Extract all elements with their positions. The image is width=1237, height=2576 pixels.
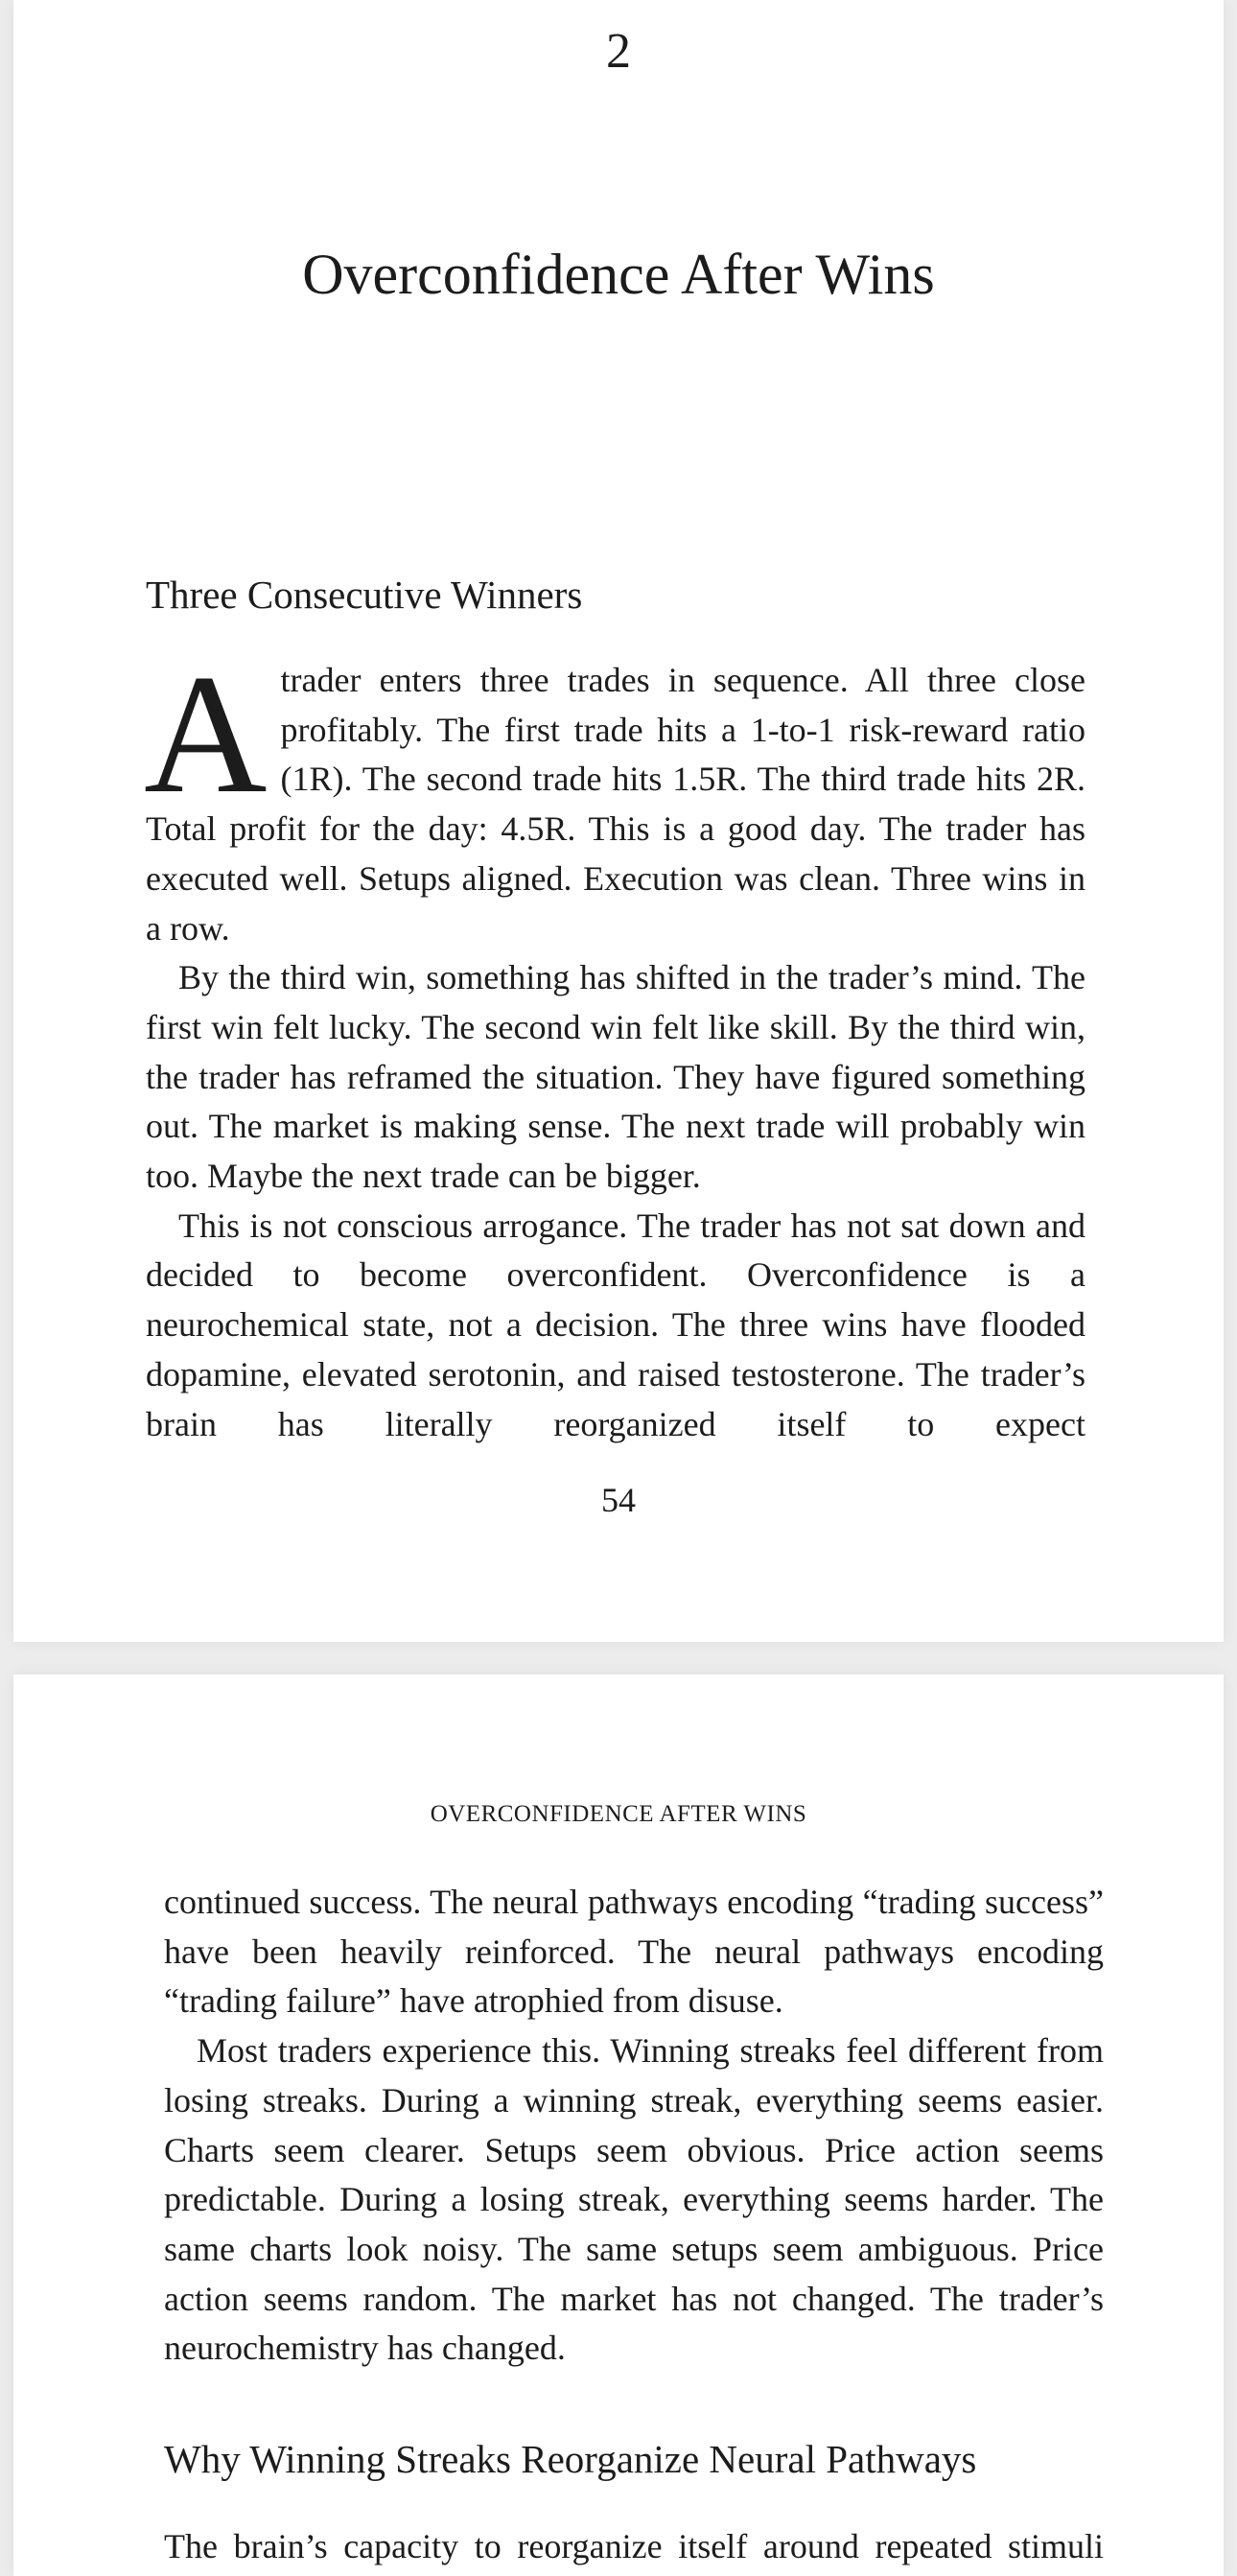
drop-cap: A — [144, 639, 268, 829]
chapter-body-text — [164, 2522, 1104, 2572]
body-paragraph: This is not conscious arrogance. The trader has not sat down and decided to become overconfident. Overconfidence is a neurochemical state, not a decision. The three wins have flooded dopamine, elevated serotonin, and raised testosterone. The trader’s brain has literally reorganized itself to expect — [146, 1206, 1085, 1443]
body-paragraph: The brain’s capacity to reorganize itself around repeated stimuli — [164, 2527, 1104, 2565]
book-page-55 — [13, 1674, 1224, 2576]
page-number: 54 — [601, 1481, 636, 1519]
section-heading: Why Winning Streaks Reorganize Neural Pathways — [164, 2437, 977, 2481]
body-paragraph: Most traders experience this. Winning streaks feel different from losing streaks. During a winning streak, everything seems easier. Charts seem clearer. Setups seem obvious. Price action seems predictable. During a losing streak, everything seems harder. The same charts look noisy. The same setups seem ambiguous. Price action seems random. The market has not changed. The trader’s neurochemistry has changed. — [164, 2031, 1104, 2368]
chapter-body-text — [164, 1878, 1104, 2374]
chapter-body-text — [144, 639, 1085, 1449]
paragraph-text: trader enters three trades in sequence. All three close profitably. The first trade hits a 1-to-1 risk-reward ratio (1R). The second trade hits 1.5R. The third trade hits 2R. Total profit for the day: 4.5R. This is a good day. The trader has executed well. Setups aligned. Execution was clean. Three wins in a row. — [146, 661, 1085, 948]
chapter-number: 2 — [606, 24, 631, 79]
section-heading: Three Consecutive Winners — [146, 573, 583, 617]
running-head: OVERCONFIDENCE AFTER WINS — [430, 1801, 807, 1827]
chapter-title: Overconfidence After Wins — [302, 243, 935, 306]
body-paragraph: continued success. The neural pathways encoding “trading success” have been heavily reinforced. The neural pathways encoding “trading failure” have atrophied from disuse. — [164, 1883, 1104, 2021]
book-page-54 — [13, 0, 1224, 1642]
body-paragraph: By the third win, something has shifted in the trader’s mind. The first win felt lucky. The second win felt like skill. By the third win, the trader has reframed the situation. They have figured something out. The market is making sense. The next trade will probably win too. Maybe the next trade can be bigger. — [146, 958, 1085, 1196]
body-paragraph — [144, 639, 1085, 953]
